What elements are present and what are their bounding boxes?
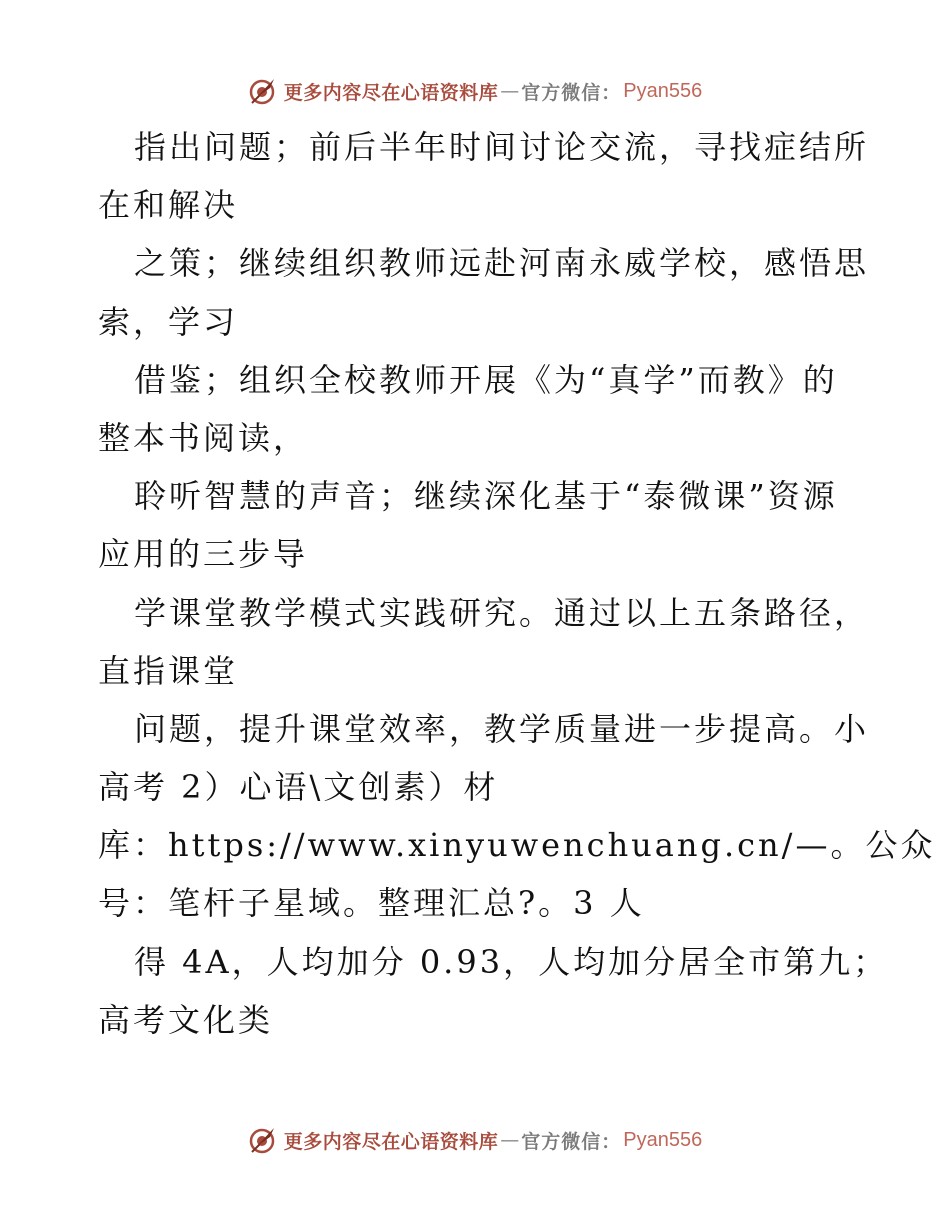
banner-dash: — (500, 1129, 520, 1151)
banner-wechat-id: Pyan556 (623, 79, 703, 102)
banner-wechat-id: Pyan556 (623, 1128, 703, 1151)
text-line: 指出问题；前后半年时间讨论交流，寻找症结所 (134, 128, 870, 166)
text-line: 高考文化类 (98, 1000, 274, 1039)
document-body (98, 118, 936, 1049)
text-line: 学课堂教学模式实践研究。通过以上五条路径， (134, 593, 870, 632)
text-line: 整本书阅读， (98, 418, 309, 457)
text-line: 借鉴；组织全校教师开展《为“真学”而教》的 (134, 360, 838, 399)
text-line: 直指课堂 (98, 651, 239, 690)
text-line: 在和解决 (98, 186, 239, 225)
banner-wechat-label: 官方微信： (521, 1130, 622, 1153)
text-line: 得 4A，人均加分 0.93，人均加分居全市第九； (134, 942, 889, 981)
banner-promo-text: 更多内容尽在心语资料库 (283, 1130, 499, 1153)
text-line: 问题，提升课堂效率，教学质量进一步提高。小 (134, 709, 870, 748)
banner-dash: — (500, 80, 520, 102)
quill-logo-icon (248, 1125, 278, 1155)
text-line: 库：https://www.xinyuwenchuang.cn/—。公众 (98, 826, 936, 865)
text-line: 聆听智慧的声音；继续深化基于“泰微课”资源 (134, 477, 838, 516)
text-line: 之策；继续组织教师远赴河南永威学校，感悟思 (134, 244, 870, 283)
text-line: 应用的三步导 (98, 535, 309, 574)
quill-logo-icon (248, 76, 278, 106)
text-line: 索，学习 (98, 302, 239, 341)
text-line: 高考 2）心语\文创素）材 (98, 768, 499, 807)
header-watermark-banner (0, 71, 950, 111)
banner-wechat-label: 官方微信： (521, 81, 622, 104)
banner-promo-text: 更多内容尽在心语资料库 (283, 81, 499, 104)
text-line: 号：笔杆子星域。整理汇总?。3 人 (98, 884, 645, 923)
footer-watermark-banner (0, 1120, 950, 1160)
